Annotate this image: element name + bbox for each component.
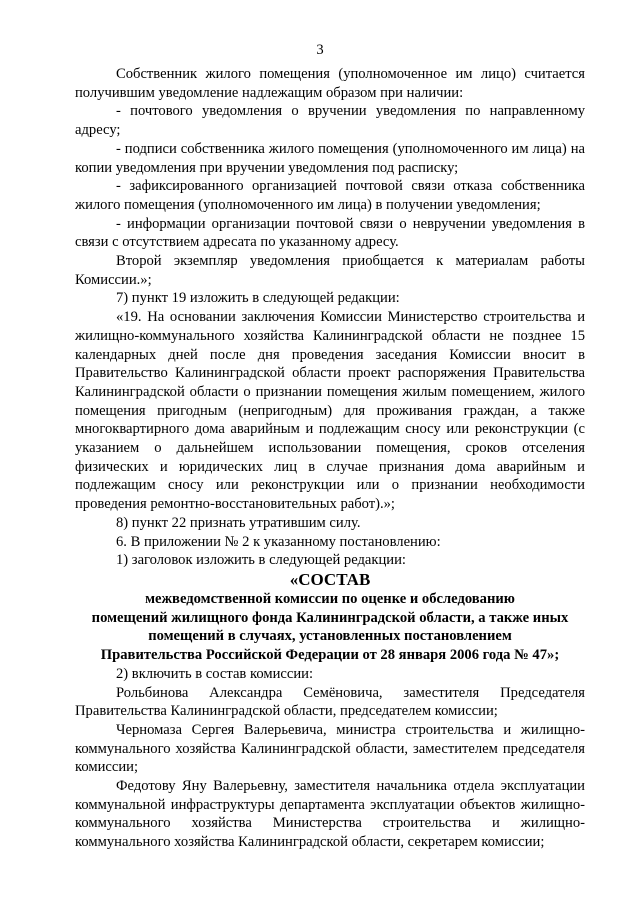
heading-title: «СОСТАВ: [289, 569, 371, 589]
member-entry: Рольбинова Александра Семёновича, заместителя Председателя Правительства Калининградской области, председателем комиссии;: [75, 684, 585, 720]
paragraph: Собственник жилого помещения (уполномоченное им лицо) считается получившим уведомление надлежащим образом при наличии:: [75, 66, 585, 101]
list-item: - почтового уведомления о вручении уведомления по направленному адресу;: [75, 103, 585, 139]
heading-line: Правительства Российской Федерации от 28 января 2006 года № 47»;: [100, 647, 560, 664]
list-item: - подписи собственника жилого помещения (уполномоченного им лица) на копии уведомления при вручении уведомления под расписку;: [75, 140, 585, 176]
document-body: [75, 65, 585, 852]
quoted-paragraph: «19. На основании заключения Комиссии Министерство строительства и жилищно-коммунального хозяйства Калининградской области не позднее 15 календарных дней после дня проведения заседания Комиссии вносит в Правительство Калининградской области проект распоряжения Правительства Калининградской области о признании помещения жилым помещением, жилого помещения пригодным (непригодным) для проживания граждан, а также многоквартирного дома аварийным и подлежащим сносу или реконструкции (с указанием о дальнейшем использовании помещения, сроков отселения физических и юридических лиц в случае признания дома аварийным и подлежащим сносу или реконструкции или о признании необходимости проведения ремонтно-восстановительных работ).»;: [75, 309, 585, 513]
paragraph: 2) включить в состав комиссии:: [116, 665, 314, 682]
heading-line: помещений в случаях, установленных постановлением: [148, 628, 512, 645]
paragraph: 7) пункт 19 изложить в следующей редакции:: [116, 290, 400, 307]
paragraph: 1) заголовок изложить в следующей редакции:: [116, 552, 406, 569]
list-item: - зафиксированного организацией почтовой связи отказа собственника жилого помещения (уполномоченного им лица) в получении уведомления;: [75, 178, 585, 213]
page-number: 3: [316, 42, 324, 58]
member-entry: Федотову Яну Валерьевну, заместителя начальника отдела эксплуатации коммунальной инфраструктуры департамента эксплуатации объектов жилищно-коммунального хозяйства Министерства строительства и жилищно-коммунального хозяйства Калининградской области, секретарем комиссии;: [75, 778, 585, 851]
heading-line: межведомственной комиссии по оценке и обследованию: [145, 590, 515, 607]
list-item: - информации организации почтовой связи о невручении уведомления в связи с отсутствием адресата по указанному адресу.: [75, 215, 585, 251]
paragraph: Второй экземпляр уведомления приобщается к материалам работы Комиссии.»;: [75, 253, 585, 288]
paragraph: 6. В приложении № 2 к указанному постановлению:: [116, 533, 441, 550]
paragraph: 8) пункт 22 признать утратившим силу.: [116, 514, 361, 531]
heading-line: помещений жилищного фонда Калининградской области, а также иных: [91, 609, 569, 626]
member-entry: Черномаза Сергея Валерьевича, министра строительства и жилищно-коммунального хозяйства Калининградской области, заместителем председателя комиссии;: [75, 721, 585, 776]
